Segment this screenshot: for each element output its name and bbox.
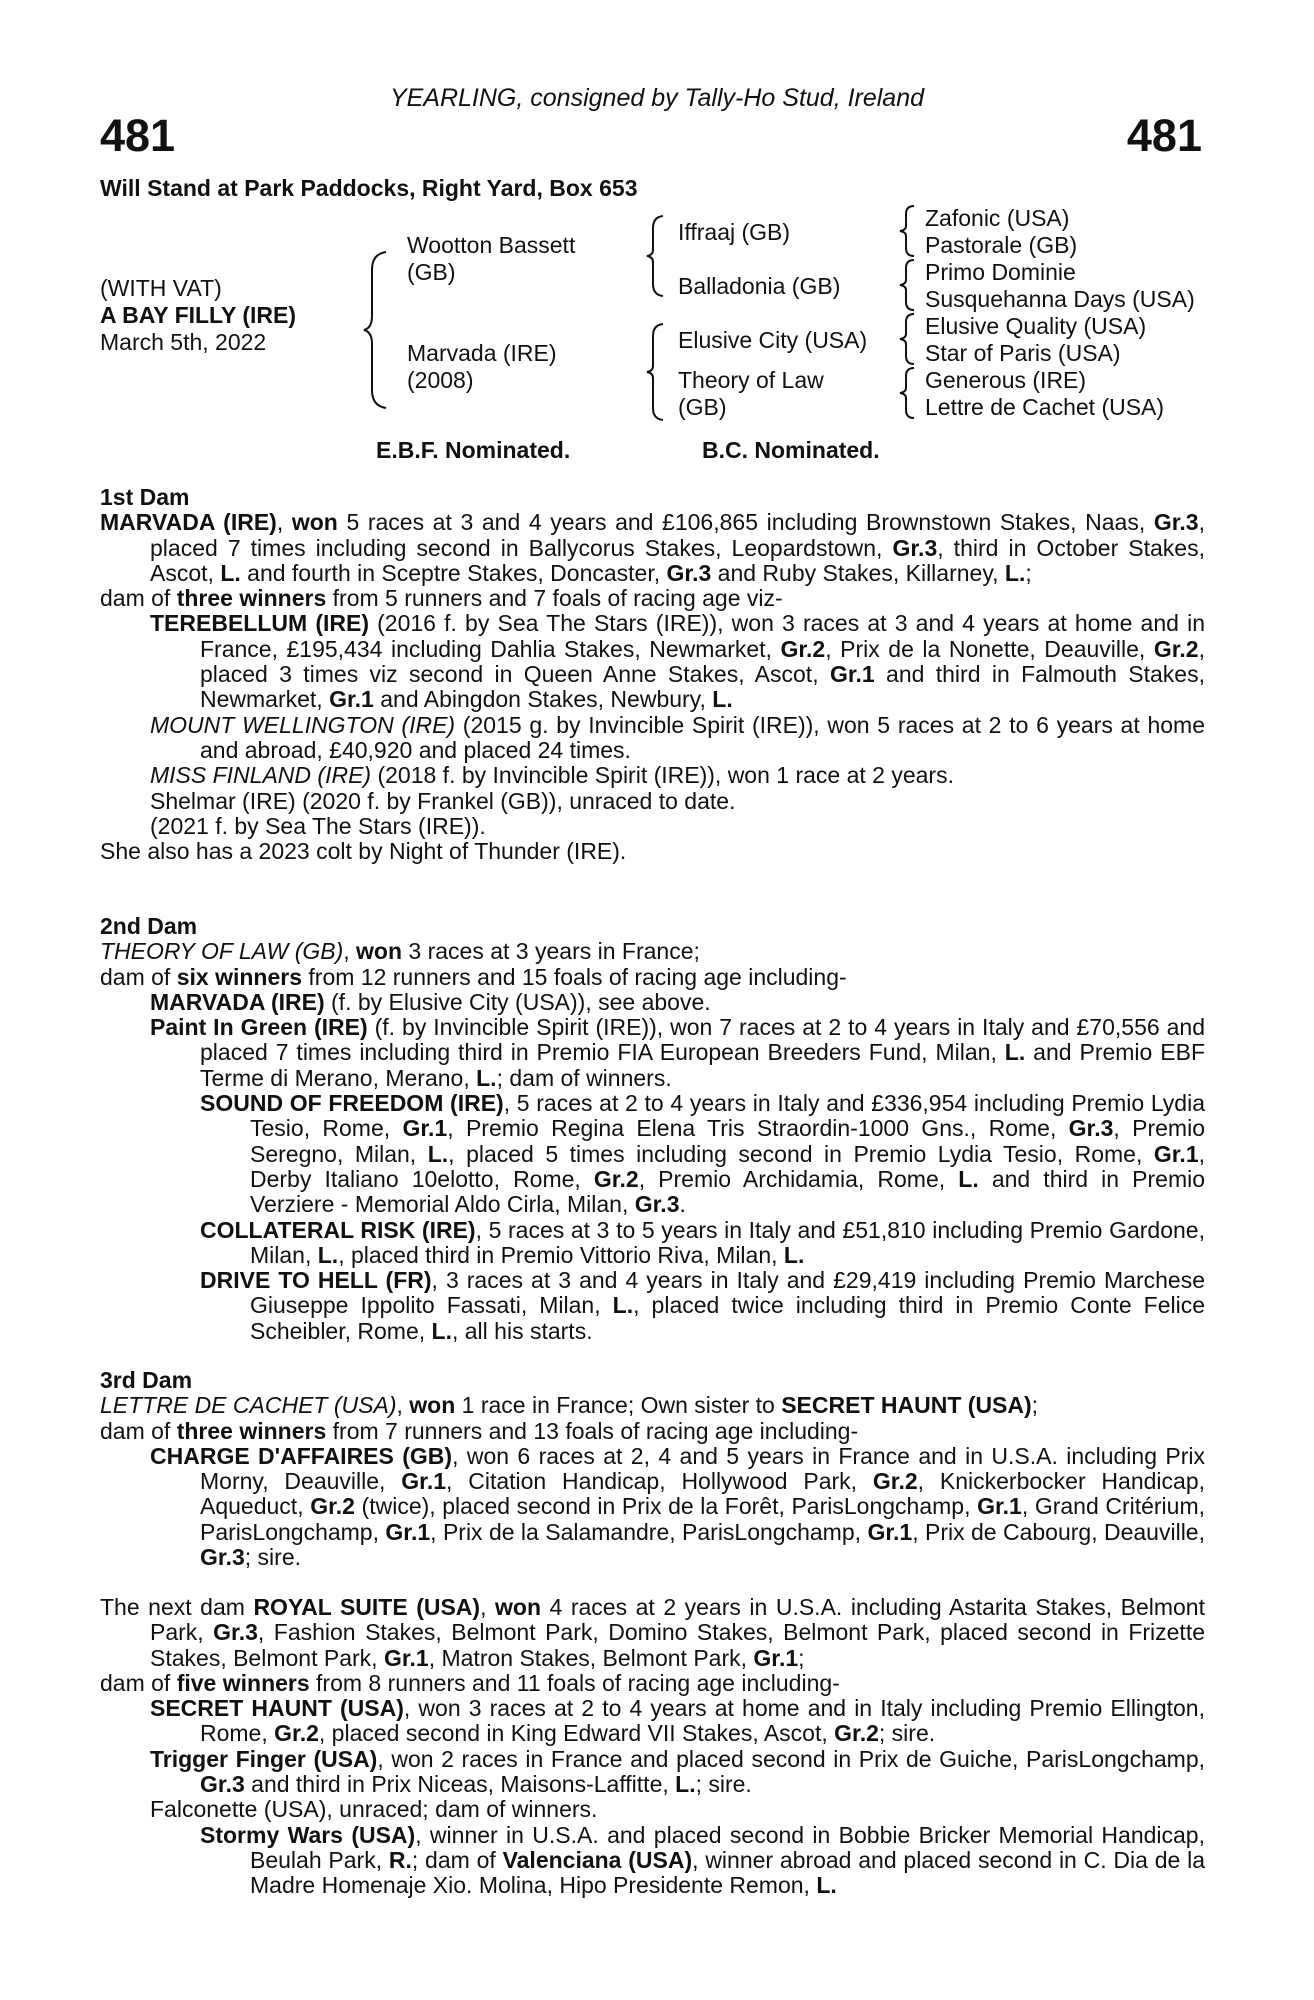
dam-dam: Theory of Law (GB) xyxy=(678,367,824,420)
produce-collateral-risk: COLLATERAL RISK (IRE), 5 races at 3 to 5 years in Italy and £51,810 including Premio Gardone, Milan, L., placed third in Premio Vittorio Riva, Milan, L. xyxy=(200,1216,1205,1268)
consignment-line: YEARLING, consigned by Tally-Ho Stud, Ireland xyxy=(389,84,925,112)
second-dam-heading: 2nd Dam xyxy=(100,913,198,939)
produce-marvada: MARVADA (IRE) (f. by Elusive City (USA)), see above. xyxy=(150,988,711,1015)
second-dam-summary: THEORY OF LAW (GB), won 3 races at 3 years in France; xyxy=(100,938,700,965)
produce-shelmar: Shelmar (IRE) (2020 f. by Frankel (GB)), unraced to date. xyxy=(150,787,736,814)
bc-nominated: B.C. Nominated. xyxy=(702,437,880,463)
produce-sound-of-freedom: SOUND OF FREEDOM (IRE), 5 races at 2 to 4 years in Italy and £336,954 including Premio Lydia Tesio, Rome, Gr.1, Premio Regina Elena Tris Straordin-1000 Gns., Rome, Gr.3, Premio Seregno, Milan, L., placed 5 times including second in Premio Lydia Tesio, Rome, Gr.1, Derby Italiano 10elotto, Rome, Gr.2, Premio Archidamia, Rome, L. and third in Premio Verziere - Memorial Aldo Cirla, Milan, Gr.3. xyxy=(200,1090,1206,1218)
produce-falconette: Falconette (USA), unraced; dam of winners. xyxy=(150,1796,598,1823)
dam-name: Marvada (IRE) (2008) xyxy=(407,340,557,393)
produce-paint-in-green: Paint In Green (IRE) (f. by Invincible Spirit (IRE)), won 7 races at 2 to 4 years in Italy and £70,556 and placed 7 times including third in Premio FIA European Breeders Fund, Milan, L. and Premio EBF Terme di Merano, Merano, L.; dam of winners. xyxy=(150,1014,1205,1091)
produce-mount-wellington: MOUNT WELLINGTON (IRE) (2015 g. by Invincible Spirit (IRE)), won 5 races at 2 to 6 years at home and abroad, £40,920 and placed 24 times. xyxy=(150,711,1205,763)
first-dam-section xyxy=(100,485,1205,864)
produce-miss-finland: MISS FINLAND (IRE) (2018 f. by Invincible Spirit (IRE)), won 1 race at 2 years. xyxy=(150,762,954,789)
produce-drive-to-hell: DRIVE TO HELL (FR), 3 races at 3 and 4 years in Italy and £29,419 including Premio Marchese Giuseppe Ippolito Fassati, Milan, L., placed twice including third in Premio Conte Felice Scheibler, Rome, L., all his starts. xyxy=(200,1267,1205,1344)
produce-stormy-wars: Stormy Wars (USA), winner in U.S.A. and placed second in Bobbie Bricker Memorial Handicap, Beulah Park, R.; dam of Valenciana (USA), winner abroad and placed second in C. Dia de la Madre Homenaje Xio. Molina, Hipo Presidente Remon, L. xyxy=(200,1821,1205,1899)
ebf-nominated: E.B.F. Nominated. xyxy=(376,437,571,463)
lot-date-of-birth: March 5th, 2022 xyxy=(100,329,267,355)
lot-number-left: 481 xyxy=(100,110,176,161)
sire-brace-icon xyxy=(645,214,667,298)
produce-charge-daffaires: CHARGE D'AFFAIRES (GB), won 6 races at 2, 4 and 5 years in France and in U.S.A. including Prix Morny, Deauville, Gr.1, Citation Handicap, Hollywood Park, Gr.2, Knickerbocker Handicap, Aqueduct, Gr.2 (twice), placed second in Prix de la Forêt, ParisLongchamp, Gr.1, Grand Critérium, ParisLongchamp, Gr.1, Prix de la Salamandre, ParisLongchamp, Gr.1, Prix de Cabourg, Deauville, Gr.3; sire. xyxy=(150,1442,1206,1571)
lot-horse-name: A BAY FILLY (IRE) xyxy=(100,302,296,328)
first-dam-produce-line: dam of three winners from 5 runners and 7 foals of racing age viz- xyxy=(100,585,783,612)
g4-brace-3-icon xyxy=(898,312,918,366)
vat-note: (WITH VAT) xyxy=(100,275,222,301)
third-dam-summary: LETTRE DE CACHET (USA), won 1 race in France; Own sister to SECRET HAUNT (USA); xyxy=(100,1392,1039,1419)
second-dam-produce-line: dam of six winners from 12 runners and 15 foals of racing age including- xyxy=(100,963,847,990)
third-dam-section xyxy=(100,1368,1205,1570)
produce-secret-haunt: SECRET HAUNT (USA), won 3 races at 2 to 4 years at home and in Italy including Premio Ellington, Rome, Gr.2, placed second in King Edward VII Stakes, Ascot, Gr.2; sire. xyxy=(150,1695,1205,1747)
stand-location: Will Stand at Park Paddocks, Right Yard, Box 653 xyxy=(100,175,638,201)
pedigree-brace-icon xyxy=(362,250,392,410)
second-dam-section xyxy=(100,914,1205,1344)
next-dam-summary: The next dam ROYAL SUITE (USA), won 4 races at 2 years in U.S.A. including Astarita Stakes, Belmont Park, Gr.3, Fashion Stakes, Belmont Park, Domino Stakes, Belmont Park, placed second in Frizette Stakes, Belmont Park, Gr.1, Matron Stakes, Belmont Park, Gr.1; xyxy=(100,1594,1205,1671)
next-dam-produce-line: dam of five winners from 8 runners and 11 foals of racing age including- xyxy=(100,1669,840,1696)
produce-2023-colt: She also has a 2023 colt by Night of Thunder (IRE). xyxy=(100,838,627,865)
dam-brace-icon xyxy=(645,322,667,422)
first-dam-summary: MARVADA (IRE), won 5 races at 3 and 4 years and £106,865 including Brownstown Stakes, Naas, Gr.3, placed 7 times including second in Ballycorus Stakes, Leopardstown, Gr.3, third in October Stakes, Ascot, L. and fourth in Sceptre Stakes, Doncaster, Gr.3 and Ruby Stakes, Killarney, L.; xyxy=(100,509,1205,586)
sire-sire: Iffraaj (GB) xyxy=(678,219,791,245)
g4-brace-2-icon xyxy=(898,258,918,312)
first-dam-heading: 1st Dam xyxy=(100,484,190,510)
dam-sire: Elusive City (USA) xyxy=(678,327,868,353)
fourth-generation: Zafonic (USA) Pastorale (GB) Primo Dominie Susquehanna Days (USA) Elusive Quality (USA) Star of Paris (USA) Generous (IRE) Lettre de Cachet (USA) xyxy=(925,205,1195,420)
g4-brace-1-icon xyxy=(898,204,918,258)
sire-dam: Balladonia (GB) xyxy=(678,273,841,299)
produce-trigger-finger: Trigger Finger (USA), won 2 races in France and placed second in Prix de Guiche, ParisLongchamp, Gr.3 and third in Prix Niceas, Maisons-Laffitte, L.; sire. xyxy=(150,1745,1205,1798)
third-dam-produce-line: dam of three winners from 7 runners and 13 foals of racing age including- xyxy=(100,1417,859,1444)
lot-number-right: 481 xyxy=(1126,110,1202,161)
produce-terebellum: TEREBELLUM (IRE) (2016 f. by Sea The Stars (IRE)), won 3 races at 3 and 4 years at home and in France, £195,434 including Dahlia Stakes, Newmarket, Gr.2, Prix de la Nonette, Deauville, Gr.2, placed 3 times viz second in Queen Anne Stakes, Ascot, Gr.1 and third in Falmouth Stakes, Newmarket, Gr.1 and Abingdon Stakes, Newbury, L. xyxy=(150,610,1205,713)
sire-name: Wootton Bassett (GB) xyxy=(407,232,576,285)
next-dam-section xyxy=(100,1595,1205,1899)
g4-brace-4-icon xyxy=(898,366,918,420)
third-dam-heading: 3rd Dam xyxy=(100,1367,193,1393)
produce-2021-filly: (2021 f. by Sea The Stars (IRE)). xyxy=(150,812,486,839)
